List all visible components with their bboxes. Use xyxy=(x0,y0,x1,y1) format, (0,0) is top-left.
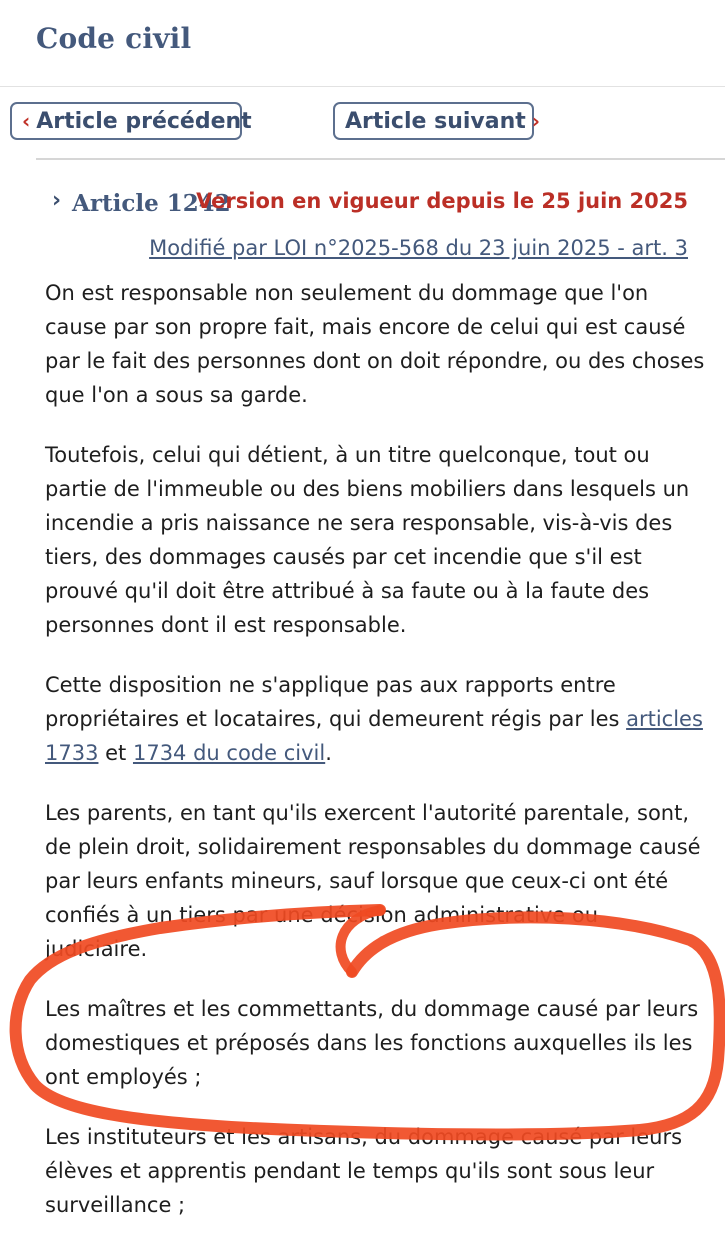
app-header xyxy=(0,0,725,87)
paragraph-2: Toutefois, celui qui détient, à un titre quelconque, tout ou partie de l'immeuble ou des biens mobiliers dans lesquels un incendie a pris naissance ne sera responsable, vis-à-vis des tiers, des dommages causés par cet incendie que s'il est prouvé qu'il doit être attribué à sa faute ou à la faute des personnes dont il est responsable. xyxy=(45,443,690,637)
paragraph-3-text-middle: et xyxy=(98,741,133,765)
chevron-left-icon: ‹ xyxy=(22,109,31,133)
previous-article-button[interactable] xyxy=(10,102,252,140)
link-article-1733[interactable]: articles 1733 xyxy=(45,707,703,765)
next-article-label: Article suivant xyxy=(345,108,526,134)
link-article-1734[interactable]: 1734 du code civil xyxy=(132,741,326,765)
paragraph-4: Les parents, en tant qu'ils exercent l'autorité parentale, sont, de plein droit, solidairement responsables du dommage causé par leurs enfants mineurs, sauf lorsque que ceux-ci ont été confiés à un tiers par une décision administrative ou judiciaire. xyxy=(45,801,701,961)
expand-chevron-icon[interactable]: › xyxy=(52,188,62,213)
page-title: Code civil xyxy=(36,22,192,55)
chevron-right-icon: › xyxy=(531,109,541,133)
version-status: Version en vigueur depuis le 25 juin 2025 xyxy=(196,189,688,213)
paragraph-3-text-end: . xyxy=(325,741,332,765)
article-number[interactable]: Article 1242 xyxy=(72,190,231,217)
article-body xyxy=(45,276,705,1248)
paragraph-3 xyxy=(45,668,705,770)
modified-by-link[interactable]: Modifié par LOI n°2025-568 du 23 juin 2025 - art. 3 xyxy=(149,236,688,260)
article-header xyxy=(0,186,725,226)
article-navigation xyxy=(0,98,725,148)
paragraph-3-text-start: Cette disposition ne s'applique pas aux rapports entre propriétaires et locataires, qui demeurent régis par les xyxy=(45,673,627,731)
divider xyxy=(36,158,725,160)
paragraph-1: On est responsable non seulement du dommage que l'on cause par son propre fait, mais encore de celui qui est causé par le fait des personnes dont on doit répondre, ou des choses que l'on a sous sa garde. xyxy=(45,281,705,407)
previous-article-label: Article précédent xyxy=(36,108,252,134)
paragraph-5: Les maîtres et les commettants, du dommage causé par leurs domestiques et préposés dans les fonctions auxquelles ils les ont employés ; xyxy=(45,997,699,1089)
next-article-button[interactable] xyxy=(333,102,541,140)
paragraph-6: Les instituteurs et les artisans, du dommage causé par leurs élèves et apprentis pendant le temps qu'ils sont sous leur surveillance ; xyxy=(45,1125,683,1217)
